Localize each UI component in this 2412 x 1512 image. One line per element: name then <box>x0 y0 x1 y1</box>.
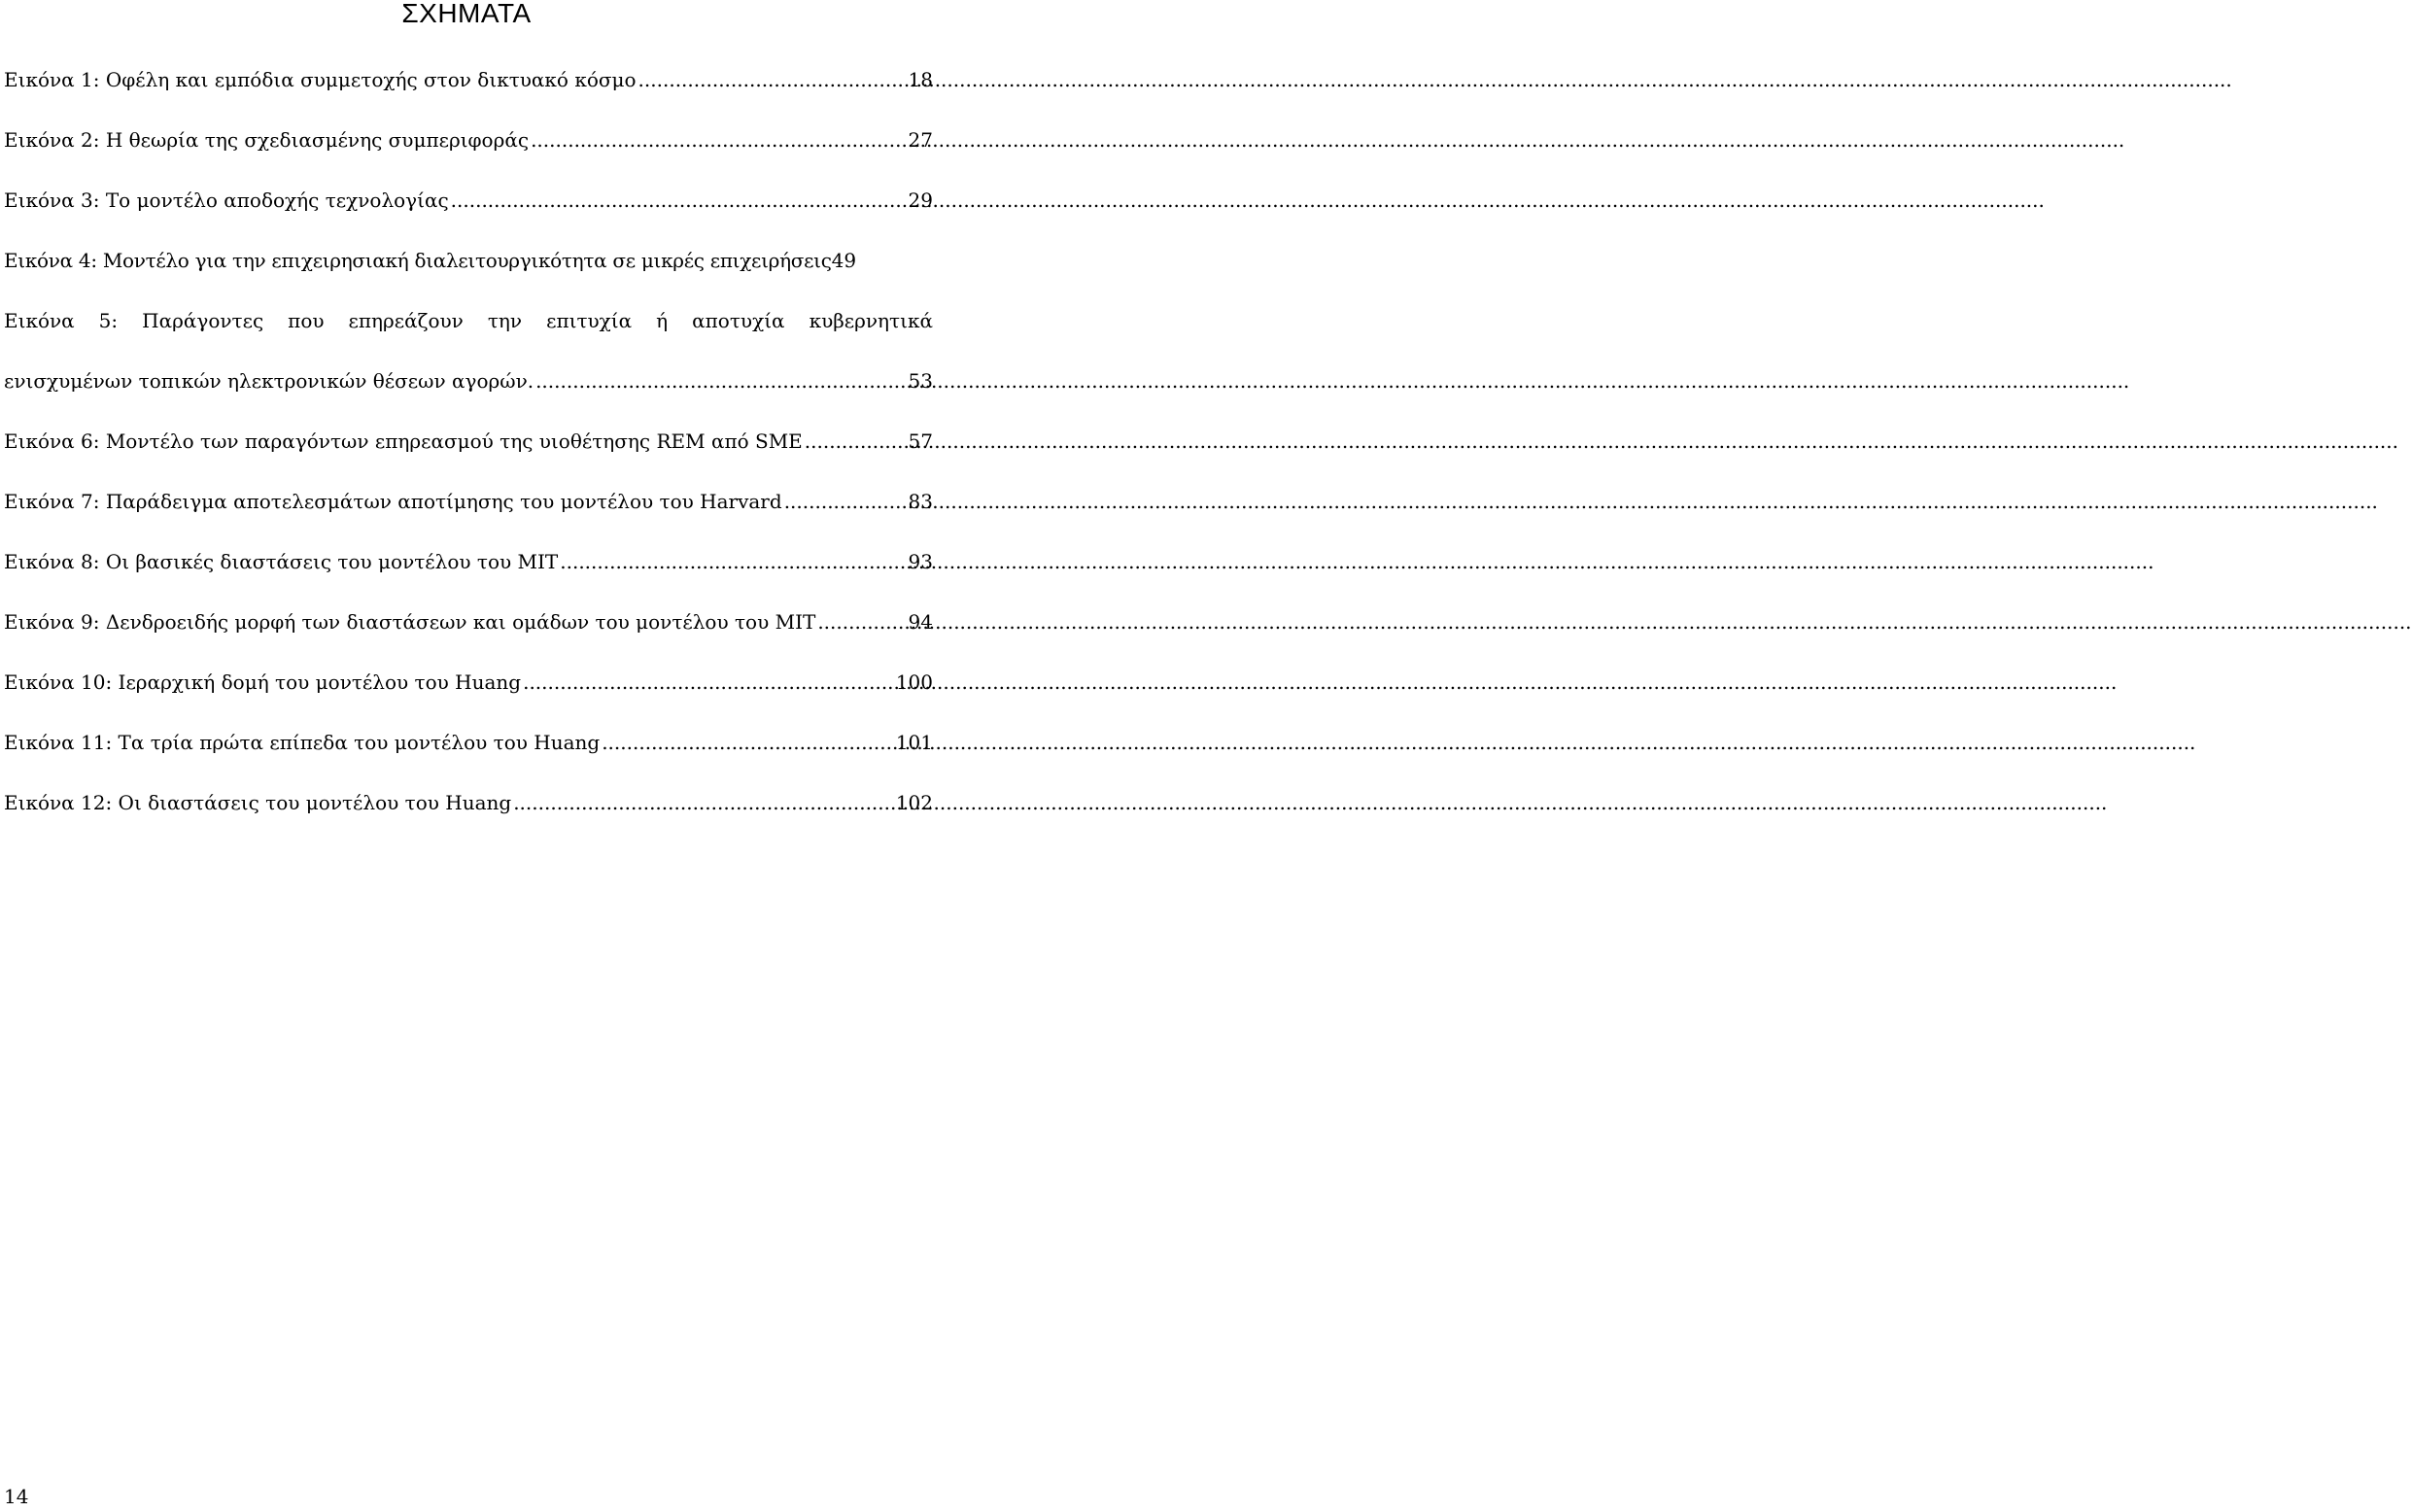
toc-entry-title: Εικόνα 1: Οφέλη και εμπόδια συμμετοχής στον δικτυακό κόσμο <box>4 68 637 91</box>
toc-entry-line <box>4 604 933 639</box>
toc-entry-title: Εικόνα 10: Ιεραρχική δομή του μοντέλου του Huang <box>4 670 522 694</box>
toc-entry-word: 5: <box>98 309 119 332</box>
toc-entry-title: Εικόνα 3: Το μοντέλο αποδοχής τεχνολογίας <box>4 189 449 212</box>
toc-entry-title: Εικόνα 7: Παράδειγμα αποτελεσμάτων αποτίμησης του μοντέλου του Harvard <box>4 490 782 513</box>
dot-leader <box>451 183 907 218</box>
toc-entry-line <box>4 183 933 218</box>
toc-entry-line <box>4 725 933 760</box>
list-of-figures <box>4 62 933 845</box>
page-title: ΣΧΗΜΑΤΑ <box>401 0 532 28</box>
toc-entry-page: 18 <box>908 68 933 91</box>
dot-leader <box>535 363 906 398</box>
toc-entry-word: ή <box>656 309 669 332</box>
dot-leader <box>513 785 894 820</box>
toc-entry-title: Εικόνα 9: Δενδροειδής μορφή των διαστάσεων και ομάδων του μοντέλου του MIT <box>4 610 816 634</box>
toc-entry-figure-2[interactable] <box>4 122 933 183</box>
toc-entry-page: 101 <box>895 731 933 754</box>
toc-entry-page: 94 <box>908 610 933 634</box>
toc-entry-title-continued: ενισχυμένων τοπικών ηλεκτρονικών θέσεων αγορών. <box>4 369 534 393</box>
toc-entry-line <box>4 122 933 157</box>
toc-entry-figure-7[interactable] <box>4 484 933 544</box>
toc-entry-word: Εικόνα <box>4 309 75 332</box>
dot-leader <box>560 544 906 579</box>
toc-entry-figure-4[interactable] <box>4 243 933 303</box>
dot-leader <box>523 665 894 700</box>
toc-entry-word: αποτυχία <box>692 309 785 332</box>
toc-entry-page: 57 <box>908 430 933 453</box>
toc-entry-line <box>4 62 933 97</box>
toc-entry-page: 29 <box>908 189 933 212</box>
dot-leader <box>784 484 907 519</box>
toc-entry-line-justified <box>4 303 933 363</box>
toc-entry-figure-3[interactable] <box>4 183 933 243</box>
toc-entry-word: επιτυχία <box>546 309 633 332</box>
toc-entry-title: Εικόνα 4: Μοντέλο για την επιχειρησιακή διαλειτουργικότητα σε μικρές επιχειρήσεις <box>4 249 832 272</box>
toc-entry-title: Εικόνα 11: Τα τρία πρώτα επίπεδα του μοντέλου του Huang <box>4 731 601 754</box>
toc-entry-figure-12[interactable] <box>4 785 933 845</box>
toc-entry-line <box>4 665 933 700</box>
toc-entry-page: 83 <box>908 490 933 513</box>
toc-entry-figure-8[interactable] <box>4 544 933 604</box>
toc-entry-page: 53 <box>908 369 933 393</box>
toc-entry-word: που <box>288 309 325 332</box>
toc-entry-title: Εικόνα 8: Οι βασικές διαστάσεις του μοντέλου του MIT <box>4 550 559 573</box>
toc-entry-page: 27 <box>908 128 933 152</box>
toc-entry-line <box>4 424 933 459</box>
toc-entry-word: την <box>487 309 523 332</box>
toc-entry-page: 93 <box>908 550 933 573</box>
toc-entry-word: Παράγοντες <box>142 309 264 332</box>
toc-entry-line <box>4 363 933 398</box>
toc-entry-figure-11[interactable] <box>4 725 933 785</box>
toc-entry-page: 100 <box>895 670 933 694</box>
toc-entry-line <box>4 243 933 278</box>
toc-entry-line <box>4 544 933 579</box>
toc-entry-title: Εικόνα 6: Μοντέλο των παραγόντων επηρεασμού της υιοθέτησης REM από SME <box>4 430 803 453</box>
toc-entry-word: κυβερνητικά <box>809 309 933 332</box>
toc-entry-figure-10[interactable] <box>4 665 933 725</box>
toc-entry-word: επηρεάζουν <box>348 309 464 332</box>
toc-entry-figure-1[interactable] <box>4 62 933 122</box>
toc-entry-page: 49 <box>831 249 857 272</box>
toc-entry-title: Εικόνα 12: Οι διαστάσεις του μοντέλου του Huang <box>4 791 512 814</box>
toc-entry-line <box>4 785 933 820</box>
toc-entry-figure-6[interactable] <box>4 424 933 484</box>
dot-leader <box>805 424 907 459</box>
toc-entry-figure-9[interactable] <box>4 604 933 665</box>
toc-entry-page: 102 <box>895 791 933 814</box>
toc-entry-line <box>4 484 933 519</box>
page-number: 14 <box>4 1485 29 1508</box>
toc-entry-title: Εικόνα 2: Η θεωρία της σχεδιασμένης συμπεριφοράς <box>4 128 530 152</box>
dot-leader <box>531 122 906 157</box>
toc-entry-figure-5[interactable] <box>4 303 933 424</box>
dot-leader <box>602 725 894 760</box>
dot-leader <box>638 62 907 97</box>
dot-leader <box>817 604 906 639</box>
